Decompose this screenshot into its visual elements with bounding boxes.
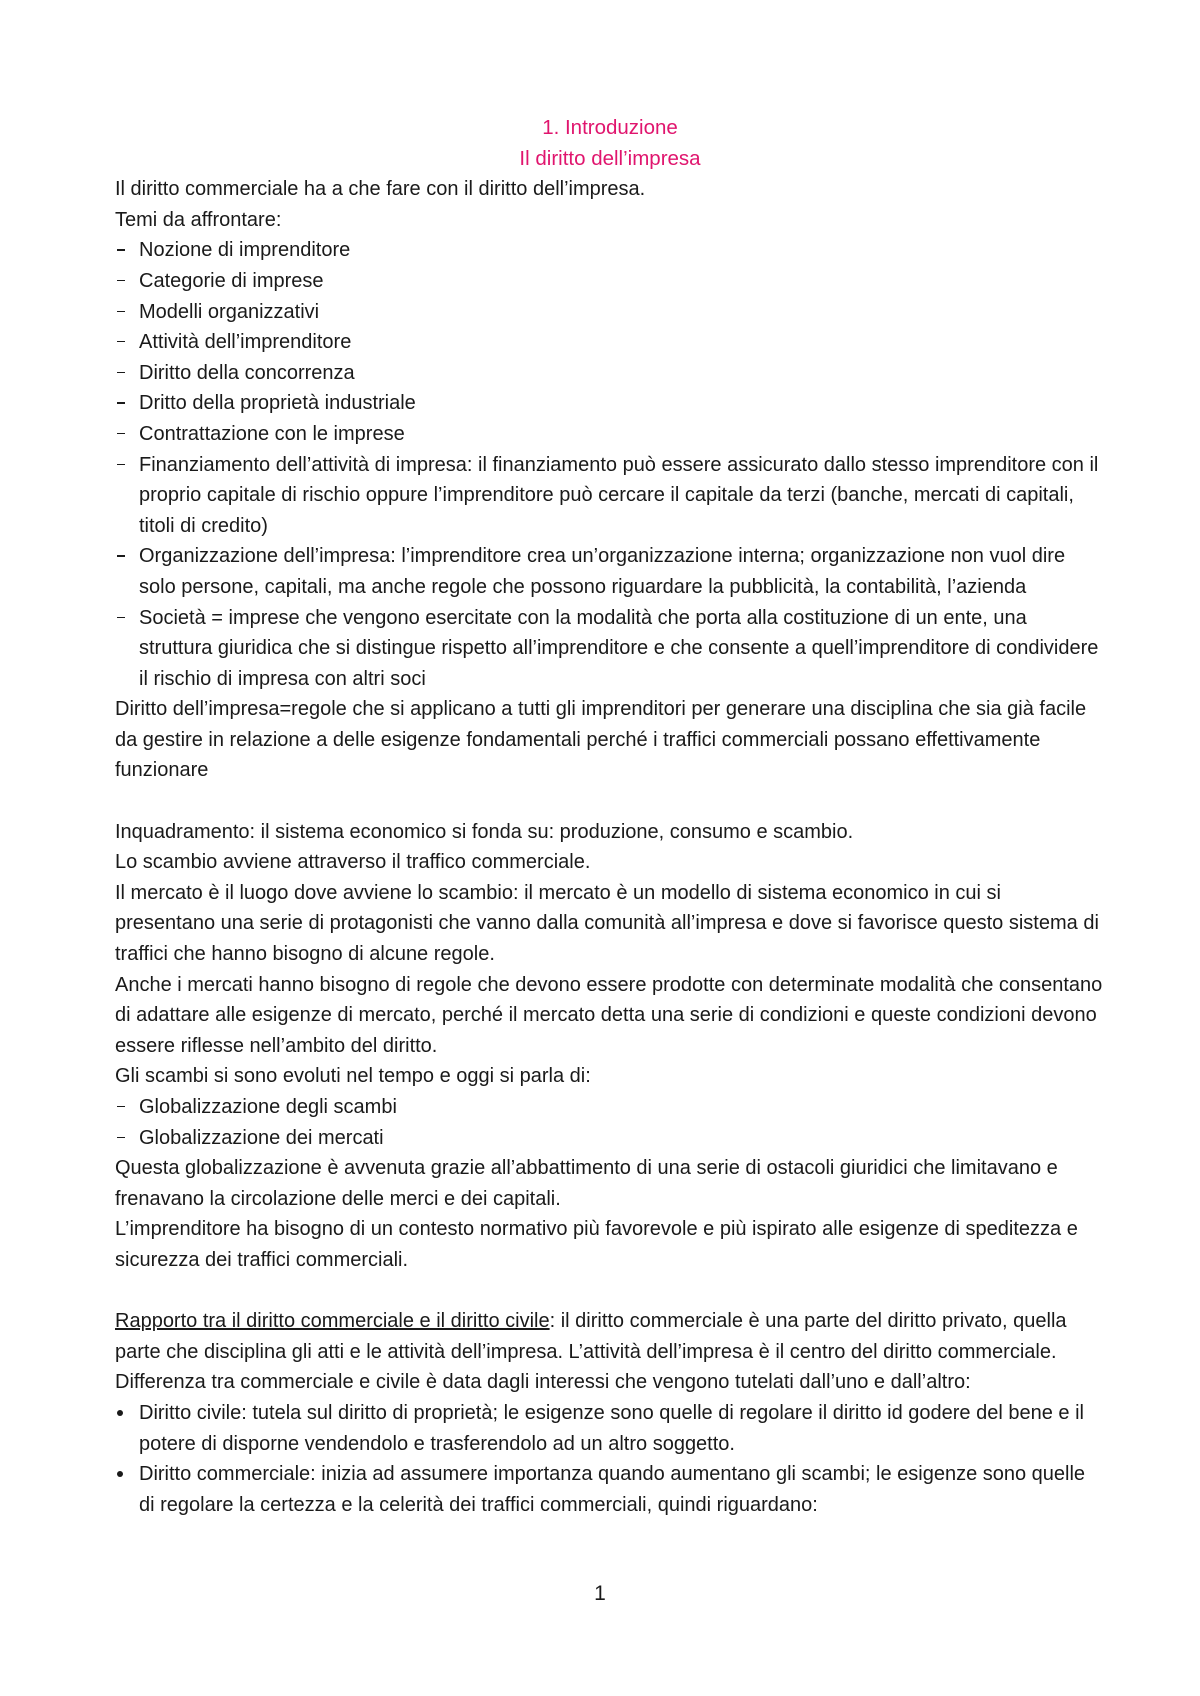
topics-label: Temi da affrontare: (115, 208, 282, 231)
list-item: Globalizzazione degli scambi (115, 1092, 1105, 1123)
globalization-list (115, 1092, 1105, 1153)
list-item: Finanziamento dell’attività di impresa: il finanziamento può essere assicurato dallo stesso imprenditore con il proprio capitale di rischio oppure l’imprenditore può cercare il capitale da terzi (banche, mercati di capitali, titoli di credito) (115, 450, 1105, 542)
paragraph-text: : il diritto commerciale è una parte del diritto privato, quella parte che disciplina gli atti e le attività dell’impresa. L’attività dell’impresa è il centro del diritto commerciale. (115, 1310, 1067, 1363)
paragraph: Inquadramento: il sistema economico si fonda su: produzione, consumo e scambio. (115, 820, 854, 843)
list-item: Nozione di imprenditore (115, 235, 1105, 266)
paragraph: Differenza tra commerciale e civile è data dagli interessi che vengono tutelati dall’uno e dall’altro: (115, 1371, 971, 1394)
list-item: Attività dell’imprenditore (115, 327, 1105, 358)
topics-list (115, 235, 1105, 694)
list-item: Globalizzazione dei mercati (115, 1123, 1105, 1154)
document-heading (115, 113, 1105, 174)
list-item: Organizzazione dell’impresa: l’imprenditore crea un’organizzazione interna; organizzazione non vuol dire solo persone, capitali, ma anche regole che possono riguardare la pubblicità, la contabilità, l’azienda (115, 541, 1105, 602)
list-item: Categorie di imprese (115, 266, 1105, 297)
paragraph (115, 1306, 1105, 1367)
list-item: Contrattazione con le imprese (115, 419, 1105, 450)
definition-paragraph: Diritto dell’impresa=regole che si applicano a tutti gli imprenditori per generare una disciplina che sia già facile da gestire in relazione a delle esigenze fondamentali perché i traffici commerciali possano effettivamente funzionare (115, 698, 1087, 782)
list-item: Diritto commerciale: inizia ad assumere importanza quando aumentano gli scambi; le esigenze sono quelle di regolare la certezza e la celerità dei traffici commerciali, quindi riguardano: (115, 1459, 1105, 1520)
list-item: Dritto della proprietà industriale (115, 388, 1105, 419)
underlined-heading: Rapporto tra il diritto commerciale e il diritto civile (115, 1310, 550, 1333)
list-item: Modelli organizzativi (115, 297, 1105, 328)
comparison-list (115, 1398, 1105, 1520)
intro-paragraph: Il diritto commerciale ha a che fare con il diritto dell’impresa. (115, 178, 646, 201)
paragraph: Anche i mercati hanno bisogno di regole che devono essere prodotte con determinate modalità che consentano di adattare alle esigenze di mercato, perché il mercato detta una serie di condizioni e queste condizioni devono essere riflesse nell’ambito del diritto. (115, 973, 1103, 1057)
chapter-title: 1. Introduzione (542, 116, 678, 139)
list-item: Diritto civile: tutela sul diritto di proprietà; le esigenze sono quelle di regolare il diritto id godere del bene e il potere di disporne vendendolo e trasferendolo ad un altro soggetto. (115, 1398, 1105, 1459)
paragraph-gap (115, 1276, 1105, 1307)
paragraph: Gli scambi si sono evoluti nel tempo e oggi si parla di: (115, 1065, 591, 1088)
paragraph: Lo scambio avviene attraverso il traffico commerciale. (115, 851, 591, 874)
page-number: 1 (594, 1582, 606, 1605)
paragraph: L’imprenditore ha bisogno di un contesto normativo più favorevole e più ispirato alle esigenze di speditezza e sicurezza dei traffici commerciali. (115, 1218, 1078, 1271)
document-page (115, 113, 1105, 1520)
paragraph: Questa globalizzazione è avvenuta grazie all’abbattimento di una serie di ostacoli giuridici che limitavano e frenavano la circolazione delle merci e dei capitali. (115, 1157, 1058, 1210)
chapter-subtitle: Il diritto dell’impresa (519, 146, 701, 170)
list-item: Diritto della concorrenza (115, 358, 1105, 389)
paragraph: Il mercato è il luogo dove avviene lo scambio: il mercato è un modello di sistema economico in cui si presentano una serie di protagonisti che vanno dalla comunità all’impresa e dove si favorisce questo sistema di traffici che hanno bisogno di alcune regole. (115, 881, 1099, 966)
list-item: Società = imprese che vengono esercitate con la modalità che porta alla costituzione di un ente, una struttura giuridica che si distingue rispetto all’imprenditore e che consente a quell’imprenditore di condividere il rischio di impresa con altri soci (115, 603, 1105, 695)
paragraph-gap (115, 786, 1105, 817)
